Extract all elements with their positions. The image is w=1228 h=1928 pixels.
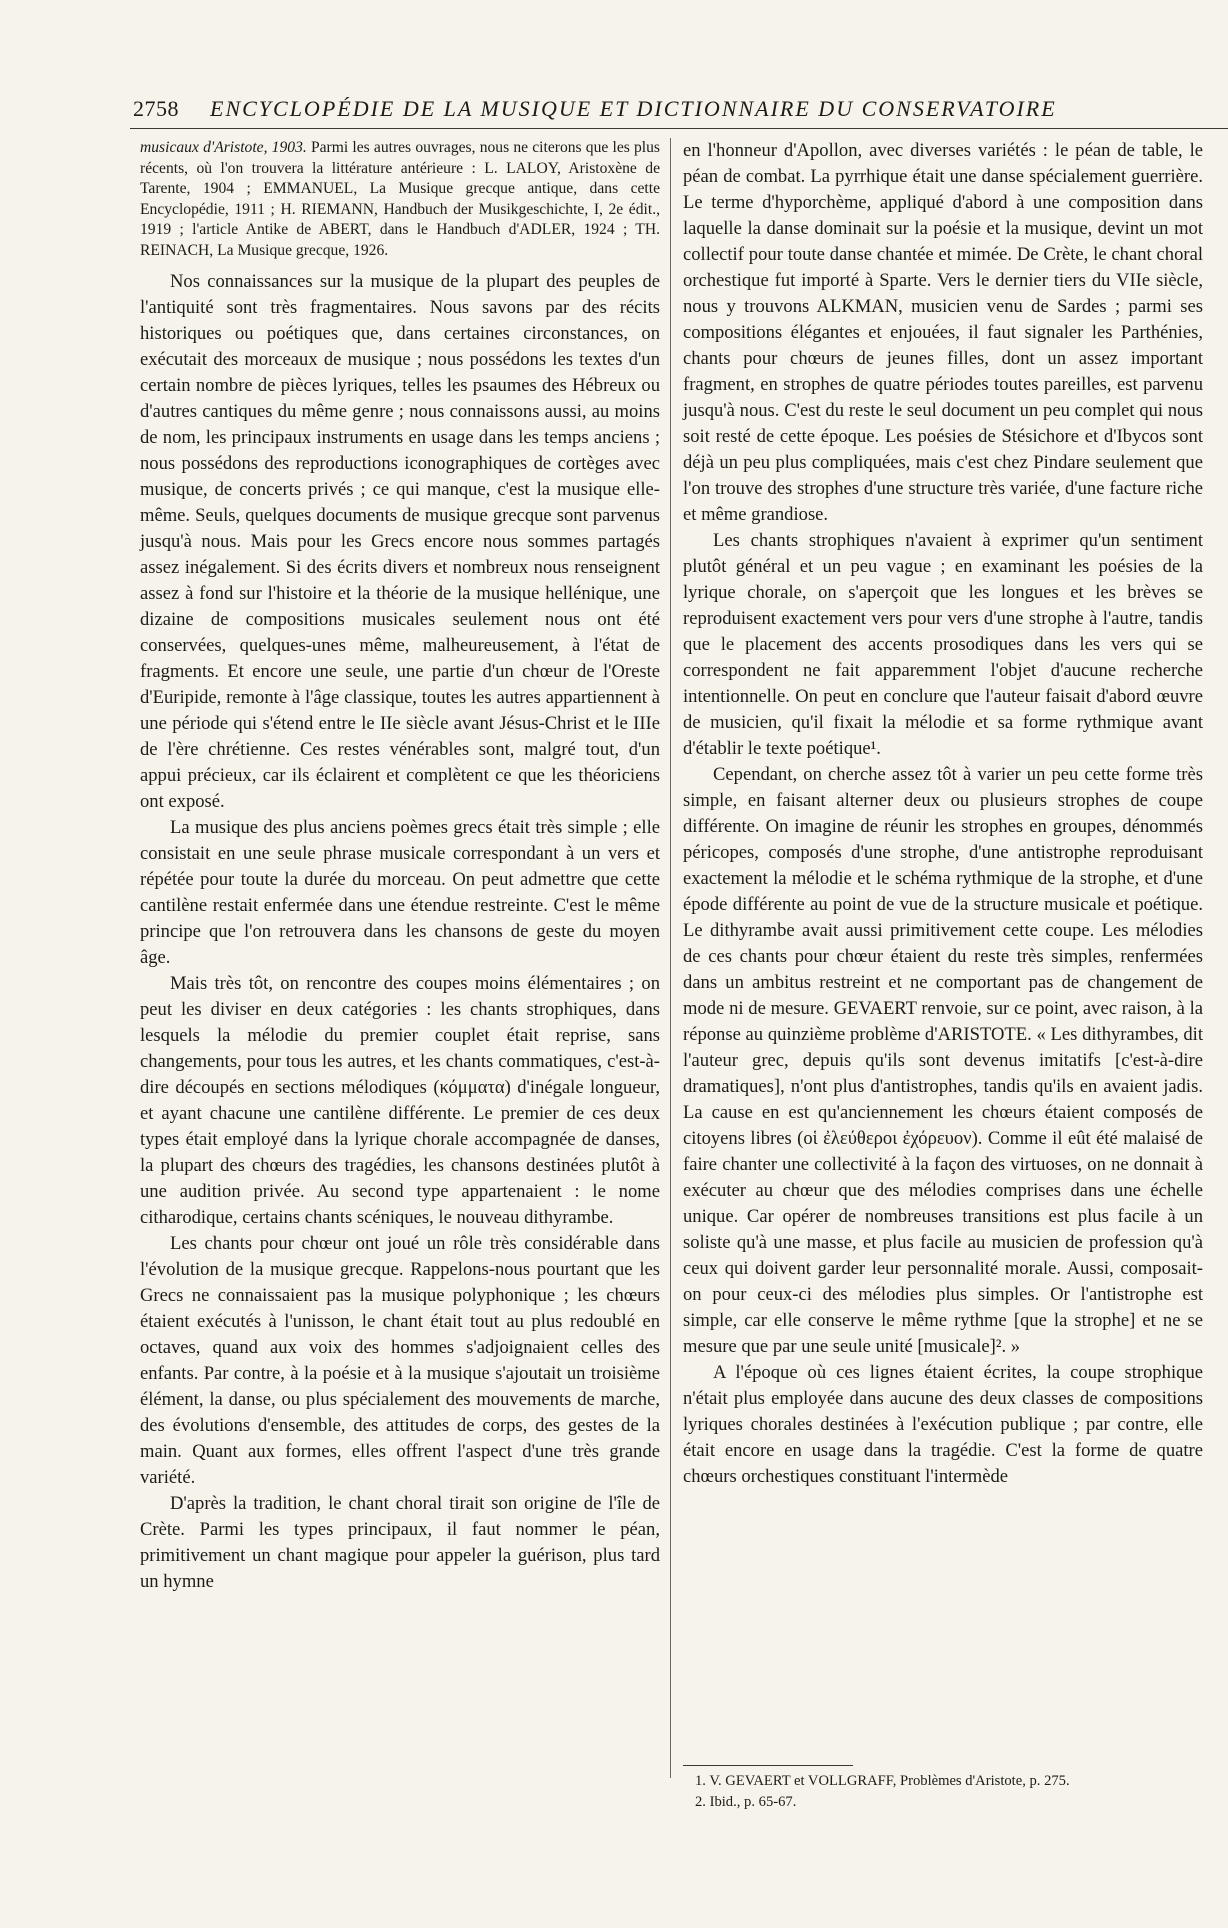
paragraph: Nos connaissances sur la musique de la plupart des peuples de l'antiquité sont très fragmentaires. Nous savons par des récits historiques ou poétiques que, dans certaines circonstances, on exécutait des morceaux de musique ; nous possédons les textes d'un certain nombre de pièces lyriques, telles les psaumes des Hébreux ou d'autres cantiques du même genre ; nous connaissons aussi, au moins de nom, les principaux instruments en usage dans les temps anciens ; nous possédons des reproductions iconographiques de cortèges avec musique, de concerts privés ; ce qui manque, c'est la musique elle-même. Seuls, quelques documents de musique grecque sont parvenus jusqu'à nous. Mais pour les Grecs encore nous sommes partagés assez inégalement. Si des écrits divers et nombreux nous renseignent assez à fond sur l'histoire et la théorie de la musique hellénique, une dizaine de compositions musicales seulement nous ont été conservées, quelques-unes même, malheureusement, à l'état de fragments. Et encore une seule, une partie d'un chœur de l'Oreste d'Euripide, remonte à l'âge classique, toutes les autres appartiennent à une période qui s'étend entre le IIe siècle avant Jésus-Christ et le IIIe de l'ère chrétienne. Ces restes vénérables sont, malgré tout, d'un appui précieux, car ils éclairent et complètent ce que les théoriciens ont exposé.: [140, 271, 660, 812]
footnote-rule: [683, 1765, 853, 1766]
footnotes: [683, 1772, 1203, 1814]
bibliography-lead: musicaux d'Aristote, 1903.: [140, 139, 307, 156]
paragraph: A l'époque où ces lignes étaient écrites, la coupe strophique n'était plus employée dans aucune des deux classes de compositions lyriques chorales destinées à l'exécution publique ; par contre, elle était encore en usage dans la tragédie. C'est la forme de quatre chœurs orchestiques constituant l'intermède: [683, 1362, 1203, 1487]
footnote: 1. V. GEVAERT et VOLLGRAFF, Problèmes d'Aristote, p. 275.: [695, 1773, 1070, 1789]
footnote: 2. Ibid., p. 65-67.: [695, 1794, 797, 1810]
paragraph: Les chants strophiques n'avaient à exprimer qu'un sentiment plutôt général et un peu vague ; en examinant les poésies de la lyrique chorale, on s'aperçoit que les longues et les brèves se reproduisent exactement vers pour vers d'une strophe à l'autre, tandis que le placement des accents prosodiques dans les vers qui se correspondent ne fait apparemment l'objet d'aucune recherche intentionnelle. On peut en conclure que l'auteur faisait d'abord œuvre de musicien, qu'il fixait la mélodie et sa forme rythmique avant d'établir le texte poétique¹.: [683, 530, 1203, 759]
bibliography-note: [140, 138, 660, 261]
left-column: [140, 138, 660, 1595]
bibliography-text: Parmi les autres ouvrages, nous ne citerons que les plus récents, où l'on trouvera la littérature antérieure : L. LALOY, Aristoxène de Tarente, 1904 ; EMMANUEL, La Musique grecque antique, dans cette Encyclopédie, 1911 ; H. RIEMANN, Handbuch der Musikgeschichte, I, 2e édit., 1919 ; l'article Antike de ABERT, dans le Handbuch d'ADLER, 1924 ; TH. REINACH, La Musique grecque, 1926.: [140, 139, 660, 259]
paragraph: Mais très tôt, on rencontre des coupes moins élémentaires ; on peut les diviser en deux catégories : les chants strophiques, dans lesquels la mélodie du premier couplet était reprise, sans changements, pour tous les autres, et les chants commatiques, c'est-à-dire découpés en sections mélodiques (κόμματα) d'inégale longueur, et ayant chacune une cantilène différente. Le premier de ces deux types était employé dans la lyrique chorale accompagnée de danses, la plupart des chœurs des tragédies, les chansons destinées plutôt à une audition privée. Au second type appartenaient : le nome citharodique, certains chants scéniques, le nouveau dithyrambe.: [140, 973, 660, 1228]
right-column: [683, 138, 1203, 1490]
page-number: 2758: [133, 96, 179, 121]
header-rule: [130, 128, 1228, 129]
paragraph: Les chants pour chœur ont joué un rôle très considérable dans l'évolution de la musique grecque. Rappelons-nous pourtant que les Grecs ne connaissaient pas la musique polyphonique ; les chœurs étaient exécutés à l'unisson, le chant était tout au plus redoublé en octaves, quand aux voix des hommes s'adjoignaient celles des enfants. Par contre, à la poésie et à la musique s'ajoutait un troisième élément, la danse, ou plus spécialement des mouvements de marche, des évolutions d'ensemble, des attitudes de corps, des gestes de la main. Quant aux formes, elles offrent l'aspect d'une très grande variété.: [140, 1233, 660, 1488]
paragraph: D'après la tradition, le chant choral tirait son origine de l'île de Crète. Parmi les types principaux, il faut nommer le péan, primitivement un chant magique pour appeler la guérison, plus tard un hymne: [140, 1493, 660, 1592]
paragraph: Cependant, on cherche assez tôt à varier un peu cette forme très simple, en faisant alterner deux ou plusieurs strophes de coupe différente. On imagine de réunir les strophes en groupes, dénommés péricopes, composés d'une strophe, d'une antistrophe reproduisant exactement la mélodie et le schéma rythmique de la strophe, et d'une épode différente au point de vue de la structure musicale et poétique. Le dithyrambe avait aussi primitivement cette coupe. Les mélodies de ces chants pour chœur étaient du reste très simples, renfermées dans un ambitus restreint et ne comportant pas de changement de mode ni de mesure. GEVAERT renvoie, sur ce point, avec raison, à la réponse au quinzième problème d'ARISTOTE. « Les dithyrambes, dit l'auteur grec, depuis qu'ils sont devenus imitatifs [c'est-à-dire dramatiques], n'ont plus d'antistrophes, tandis qu'ils en avaient jadis. La cause en est qu'anciennement les chœurs étaient composés de citoyens libres (οἱ ἐλεύθεροι ἐχόρευον). Comme il eût été malaisé de faire chanter une collectivité à la façon des virtuoses, on ne donnait à exécuter au chœur que des mélodies comprises dans une échelle unique. Car opérer de nombreuses transitions est plus facile à un soliste qu'à une masse, et plus facile au musicien de profession qu'à ceux qui doivent garder leur personnalité morale. Aussi, composait-on pour ceux-ci des mélodies plus simples. Or l'antistrophe est simple, car elle conserve le même rythme [que la strophe] et ne se mesure que par une seule unité [musicale]². »: [683, 764, 1203, 1357]
column-divider: [670, 138, 671, 1778]
paragraph: en l'honneur d'Apollon, avec diverses variétés : le péan de table, le péan de combat. La pyrrhique était une danse spécialement guerrière. Le terme d'hyporchème, appliqué d'abord à une composition dans laquelle la danse dominait sur la poésie et la musique, devint un mot collectif pour toute danse chantée et mimée. De Crète, le chant choral orchestique fut importé à Sparte. Vers le dernier tiers du VIIe siècle, nous y trouvons ALKMAN, musicien venu de Sardes ; parmi ses compositions élégantes et enjouées, il faut signaler les Parthénies, chants pour chœurs de jeunes filles, dont un assez important fragment, en strophes de quatre périodes toutes pareilles, est parvenu jusqu'à nous. C'est du reste le seul document un peu complet qui nous soit resté de cette époque. Les poésies de Stésichore et d'Ibycos sont déjà un peu plus compliquées, mais c'est chez Pindare seulement que l'on trouve des strophes d'une structure très variée, d'une facture riche et même grandiose.: [683, 140, 1203, 525]
running-title: ENCYCLOPÉDIE DE LA MUSIQUE ET DICTIONNAIRE DU CONSERVATOIRE: [210, 96, 1057, 121]
paragraph: La musique des plus anciens poèmes grecs était très simple ; elle consistait en une seule phrase musicale correspondant à un vers et répétée pour toute la durée du morceau. On peut admettre que cette cantilène restait enfermée dans une étendue restreinte. C'est le même principe que l'on retrouvera dans les chansons de geste du moyen âge.: [140, 817, 660, 968]
